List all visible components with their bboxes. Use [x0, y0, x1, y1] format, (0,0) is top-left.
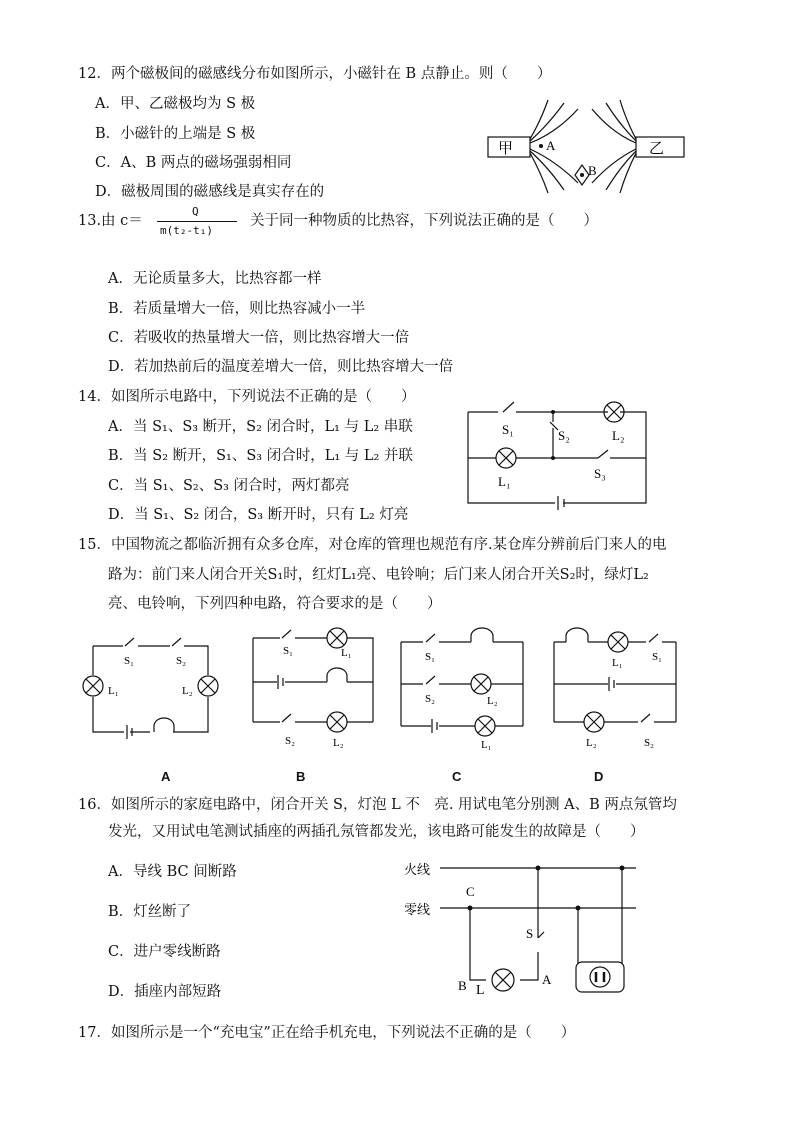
q13-option-b: B．若质量增大一倍，则比热容减小一半 — [108, 301, 366, 317]
pole-jia-label: 甲 — [498, 141, 514, 157]
q15-stem-line1: 15．中国物流之都临沂拥有众多仓库，对仓库的管理也规范有序.某仓库分辨前后门来人的电 — [78, 537, 667, 553]
label-s2: S₂ — [644, 737, 654, 749]
q15-circuit-b — [245, 622, 380, 752]
label-s2: S₂ — [176, 655, 186, 667]
fraction-bar — [157, 221, 237, 222]
label-s2: S₂ — [285, 735, 295, 747]
q12-stem: 12．两个磁极间的磁感线分布如图所示，小磁针在 B 点静止。则（ ） — [78, 66, 552, 82]
switch-s-label: S — [526, 926, 534, 941]
q15-stem-line3: 亮、电铃响，下列四种电路，符合要求的是（ ） — [108, 596, 442, 612]
magnetic-field-figure — [486, 95, 686, 195]
label-s2: S₂ — [425, 693, 435, 705]
q15-circuit-d — [548, 622, 683, 752]
q16-option-a: A．导线 BC 间断路 — [108, 864, 237, 880]
q14-circuit-figure — [458, 398, 658, 510]
s3-label: S₃ — [594, 466, 606, 481]
point-c-label: C — [466, 884, 475, 899]
q12-option-a: A．甲、乙磁极均为 S 极 — [95, 96, 256, 112]
point-b-label: B — [458, 978, 467, 993]
caption-b: B — [296, 769, 306, 784]
q15-stem-line2: 路为：前门来人闭合开关S₁时，红灯L₁亮、电铃响；后门来人闭合开关S₂时，绿灯L₂ — [108, 567, 649, 583]
pole-yi-label: 乙 — [649, 141, 665, 157]
caption-c: C — [452, 769, 462, 784]
label-l2: L₂ — [182, 685, 193, 697]
label-l2: L₂ — [487, 695, 498, 707]
q14-option-b: B．当 S₂ 断开，S₁、S₃ 闭合时，L₁ 与 L₂ 并联 — [108, 448, 413, 464]
caption-a: A — [161, 769, 171, 784]
label-l2: L₂ — [586, 737, 597, 749]
point-a-label: A — [546, 138, 556, 153]
label-s1: S₁ — [425, 651, 435, 663]
s1-label: S₁ — [502, 422, 514, 437]
q14-option-c: C．当 S₁、S₂、S₃ 闭合时，两灯都亮 — [108, 478, 350, 494]
neutral-wire-label: 零线 — [404, 902, 431, 917]
q13-option-d: D．若加热前后的温度差增大一倍，则比热容增大一倍 — [108, 359, 454, 375]
q12-option-b: B．小磁针的上端是 S 极 — [95, 126, 256, 142]
lamp-l-label: L — [476, 983, 485, 998]
label-s1: S₁ — [124, 655, 134, 667]
point-a-label: A — [542, 972, 552, 987]
s2-label: S₂ — [558, 428, 570, 443]
label-l1: L₁ — [108, 685, 119, 697]
q13-numerator: Q — [192, 205, 199, 218]
q16-household-circuit — [398, 852, 648, 1000]
q13-denominator: m(t₂-t₁) — [160, 224, 213, 237]
q13-stem-suffix: 关于同一种物质的比热容，下列说法正确的是（ ） — [250, 213, 598, 229]
label-s1: S₁ — [283, 645, 293, 657]
q17-stem: 17．如图所示是一个“充电宝”正在给手机充电，下列说法不正确的是（ ） — [78, 1025, 576, 1041]
q12-option-c: C．A、B 两点的磁场强弱相同 — [95, 155, 292, 171]
q14-stem: 14．如图所示电路中，下列说法不正确的是（ ） — [78, 389, 416, 405]
live-wire-label: 火线 — [404, 862, 431, 877]
q16-option-b: B．灯丝断了 — [108, 904, 192, 920]
q16-stem-line2: 发光，又用试电笔测试插座的两插孔氖管都发光，该电路可能发生的故障是（ ） — [108, 824, 645, 840]
l2-label: L₂ — [612, 428, 625, 443]
q13-stem-prefix: 13.由 c＝ — [78, 213, 143, 229]
q13-option-c: C．若吸收的热量增大一倍，则比热容增大一倍 — [108, 330, 410, 346]
q14-option-a: A．当 S₁、S₃ 断开，S₂ 闭合时，L₁ 与 L₂ 串联 — [108, 419, 413, 435]
q16-option-c: C．进户零线断路 — [108, 944, 221, 960]
q15-circuit-a — [78, 632, 220, 747]
caption-d: D — [594, 769, 604, 784]
label-l2: L₂ — [333, 737, 344, 749]
q14-option-d: D．当 S₁、S₂ 闭合，S₃ 断开时，只有 L₂ 灯亮 — [108, 507, 409, 523]
label-l1: L₁ — [481, 739, 492, 751]
l1-label: L₁ — [498, 474, 511, 489]
point-b-label: B — [588, 163, 597, 178]
q15-circuit-c — [395, 622, 530, 752]
label-l1: L₁ — [612, 657, 623, 669]
q12-option-d: D．磁极周围的磁感线是真实存在的 — [95, 184, 325, 200]
q13-option-a: A．无论质量多大，比热容都一样 — [108, 271, 322, 287]
q16-stem-line1: 16．如图所示的家庭电路中，闭合开关 S，灯泡 L 不 亮. 用试电笔分别测 A、B 两点氖管均 — [78, 797, 677, 813]
label-l1: L₁ — [341, 647, 352, 659]
label-s1: S₁ — [652, 651, 662, 663]
q16-option-d: D．插座内部短路 — [108, 984, 222, 1000]
